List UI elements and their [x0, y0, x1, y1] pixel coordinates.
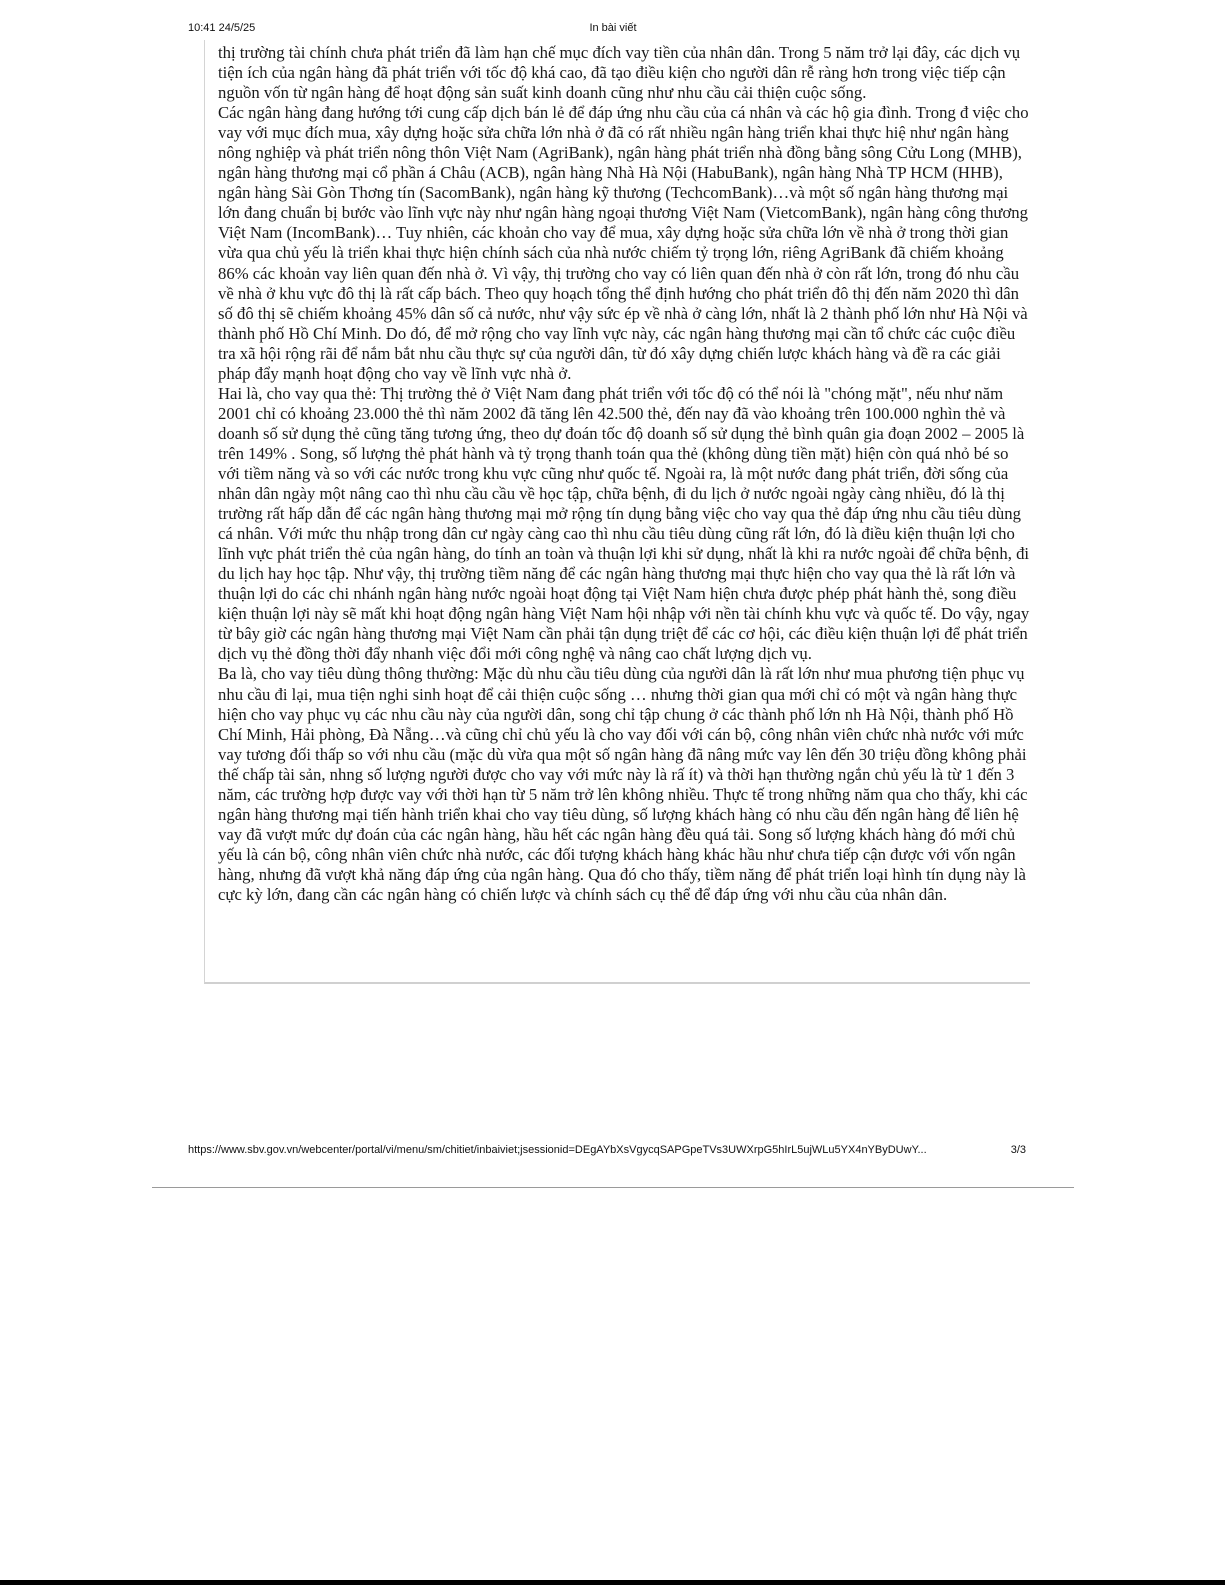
- page-divider: [152, 1187, 1074, 1188]
- article-paragraph: Ba là, cho vay tiêu dùng thông thường: Mặc dù nhu cầu tiêu dùng của người dân là rất lớn như mua phương tiện phục vụ nhu cầu đi lại, mua tiện nghi sinh hoạt để cải thiện cuộc sống … nhưng thời gian qua mới chỉ có một và ngân hàng thực hiện cho vay phục vụ các nhu cầu này của người dân, song chỉ tập chung ở các thành phố lớn nh Hà Nội, thành phố Hồ Chí Minh, Hải phòng, Đà Nẵng…và cũng chỉ chủ yếu là cho vay đối với cán bộ, công nhân viên chức nhà nước với mức vay tương đối thấp so với nhu cầu (mặc dù vừa qua một số ngân hàng đã nâng mức vay lên đến 30 triệu đồng không phải thế chấp tài sản, nhng số lượng người được cho vay với mức này là rấ ít) và thời hạn thường ngắn chủ yếu là từ 1 đến 3 năm, các trường hợp được vay với thời hạn từ 5 năm trở lên không nhiều. Thực tế trong những năm qua cho thấy, khi các ngân hàng thương mại tiến hành triển khai cho vay tiêu dùng, số lượng khách hàng có nhu cầu đến ngân hàng để liên hệ vay đã vượt mức dự đoán của các ngân hàng, hầu hết các ngân hàng đều quá tải. Song số lượng khách hàng đó mới chủ yếu là cán bộ, công nhân viên chức nhà nước, các đối tượng khách hàng khác hầu như chưa tiếp cận được với vốn ngân hàng, nhưng đã vượt khả năng đáp ứng của ngân hàng. Qua đó cho thấy, tiềm năng để phát triển loại hình tín dụng này là cực kỳ lớn, đang cần các ngân hàng có chiến lược và chính sách cụ thể để đáp ứng với nhu cầu của nhân dân.: [218, 664, 1028, 904]
- article-body: [218, 43, 1032, 905]
- article-paragraph: thị trường tài chính chưa phát triển đã làm hạn chế mục đích vay tiền của nhân dân. Trong 5 năm trở lại đây, các dịch vụ tiện ích của ngân hàng đã phát triển với tốc độ khá cao, đã tạo điều kiện cho người dân rễ ràng hơn trong việc tiếp cận nguồn vốn từ ngân hàng để hoạt động sản suất kinh doanh cũng như nhu cầu cải thiện cuộc sống.: [218, 43, 1021, 103]
- print-header: [188, 22, 1038, 38]
- page-bottom-edge: [0, 1580, 1225, 1585]
- print-page-title: In bài viết: [589, 22, 637, 34]
- article-frame: [204, 40, 1030, 984]
- article-paragraph: Hai là, cho vay qua thẻ: Thị trường thẻ ở Việt Nam đang phát triển với tốc độ có thể nói là "chóng mặt", nếu như năm 2001 chỉ có khoảng 23.000 thẻ thì năm 2002 đã tăng lên 42.500 thẻ, đến nay đã vào khoảng trên 100.000 nghìn thẻ và doanh số sử dụng thẻ cũng tăng tương ứng, theo dự đoán tốc độ doanh số sử dụng thẻ bình quân gia đoạn 2002 – 2005 là trên 149% . Song, số lượng thẻ phát hành và tỷ trọng thanh toán qua thẻ (không dùng tiền mặt) hiện còn quá nhỏ bé so với tiềm năng và so với các nước trong khu vực cũng như quốc tế. Ngoài ra, là một nước đang phát triển, đời sống của nhân dân ngày một nâng cao thì nhu cầu cầu về học tập, chữa bệnh, đi du lịch ở nước ngoài ngày càng nhiều, đó là thị trường rất hấp dẫn để các ngân hàng thương mại mở rộng tín dụng bằng việc cho vay qua thẻ đáp ứng nhu cầu tiêu dùng cá nhân. Với mức thu nhập trong dân cư ngày càng cao thì nhu cầu tiêu dùng cũng rất lớn, đó là điều kiện thuận lợi cho lĩnh vực phát triển thẻ của ngân hàng, do tính an toàn và thuận lợi khi sử dụng, nhất là khi ra nước ngoài để chữa bệnh, đi du lịch hay học tập. Như vậy, thị trường tiềm năng để các ngân hàng thương mại thực hiện cho vay qua thẻ là rất lớn và thuận lợi do các chi nhánh ngân hàng nước ngoài hoạt động tại Việt Nam hiện chưa được phép phát hành thẻ, song điều kiện thuận lợi này sẽ mất khi hoạt động ngân hàng Việt Nam hội nhập với nền tài chính khu vực và quốc tế. Do vậy, ngay từ bây giờ các ngân hàng thương mại Việt Nam cần phải tận dụng triệt để các cơ hội, các điều kiện thuận lợi để phát triển dịch vụ thẻ đồng thời đẩy nhanh việc đổi mới công nghệ và nâng cao chất lượng dịch vụ.: [218, 383, 1030, 664]
- print-footer: [188, 1144, 1038, 1160]
- print-datetime: 10:41 24/5/25: [188, 22, 256, 34]
- article-paragraph: Các ngân hàng đang hướng tới cung cấp dịch bán lẻ để đáp ứng nhu cầu của cá nhân và các hộ gia đình. Trong đ việc cho vay với mục đích mua, xây dựng hoặc sửa chữa lớn nhà ở đã có rất nhiều ngân hàng triển khai thực hiệ như ngân hàng nông nghiệp và phát triển nông thôn Việt Nam (AgriBank), ngân hàng phát triển nhà đồng bằng sông Cửu Long (MHB), ngân hàng thương mại cổ phần á Châu (ACB), ngân hàng Nhà Hà Nội (HabuBank), ngân hàng Nhà TP HCM (HHB), ngân hàng Sài Gòn Thơng tín (SacomBank), ngân hàng kỹ thương (TechcomBank)…và một số ngân hàng thương mại lớn đang chuẩn bị bước vào lĩnh vực này như ngân hàng ngoại thương Việt Nam (VietcomBank), ngân hàng công thương Việt Nam (IncomBank)… Tuy nhiên, các khoản cho vay để mua, xây dựng hoặc sửa chữa lớn về nhà ở trong thời gian vừa qua chủ yếu là triển khai thực hiện chính sách của nhà nước chiếm tỷ trọng lớn, riêng AgriBank đã chiếm khoảng 86% các khoản vay liên quan đến nhà ở. Vì vậy, thị trường cho vay có liên quan đến nhà ở còn rất lớn, trong đó nhu cầu về nhà ở khu vực đô thị là rất cấp bách. Theo quy hoạch tổng thể định hướng cho phát triển đô thị đến năm 2020 thì dân số đô thị sẽ chiếm khoảng 45% dân số cả nước, như vậy sức ép về nhà ở càng lớn, nhất là 2 thành phố lớn như Hà Nội và thành phố Hồ Chí Minh. Do đó, để mở rộng cho vay lĩnh vực này, các ngân hàng thương mại cần tổ chức các cuộc điều tra xã hội rộng rãi để nắm bắt nhu cầu thực sự của người dân, từ đó xây dựng chiến lược khách hàng và đề ra các giải pháp đẩy mạnh hoạt động cho vay về lĩnh vực nhà ở.: [218, 103, 1029, 383]
- page-url: https://www.sbv.gov.vn/webcenter/portal/vi/menu/sm/chitiet/inbaiviet;jsessionid=DEgAYbXsVgycqSAPGpeTVs3UWXrpG5hIrL5ujWLu5YX4nYByDUwY...: [188, 1144, 927, 1156]
- page-number: 3/3: [1010, 1144, 1026, 1156]
